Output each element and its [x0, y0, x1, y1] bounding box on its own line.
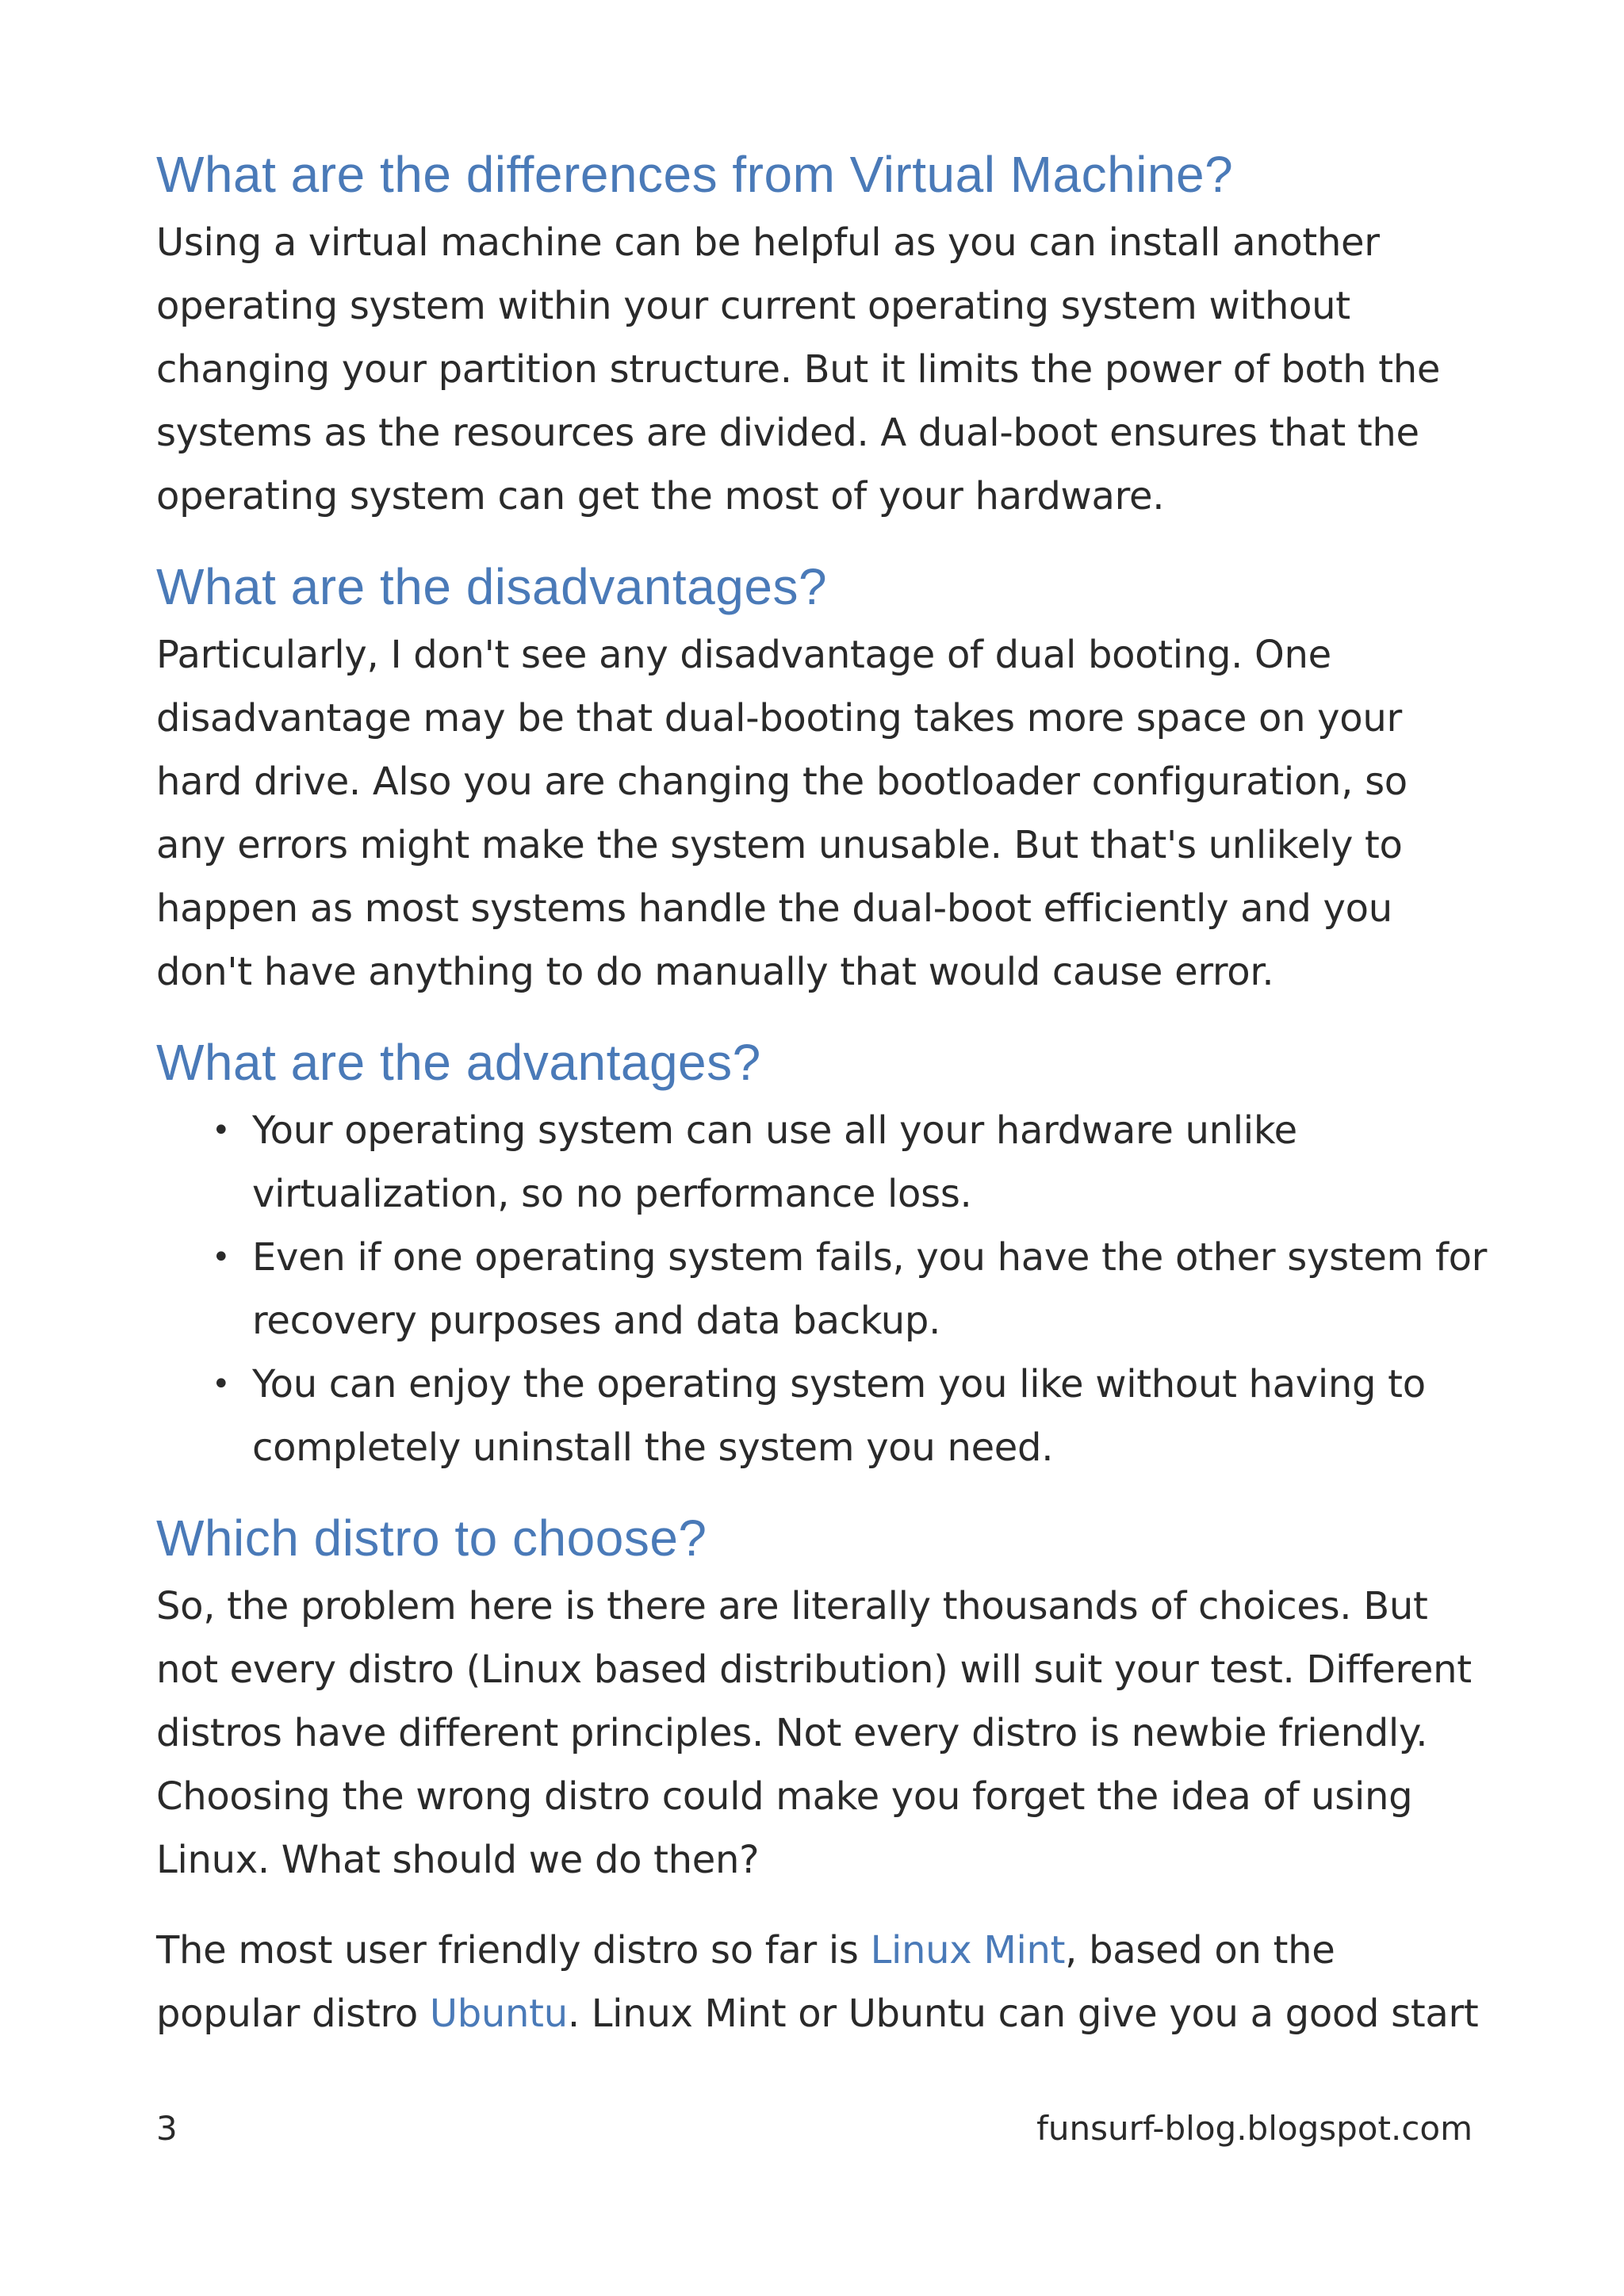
advantages-list: [156, 1099, 1488, 1479]
list-item: [156, 1353, 1488, 1479]
heading-distro: Which distro to choose?: [156, 1510, 707, 1567]
section-advantages: [156, 1031, 1488, 1479]
list-item-text: Even if one operating system fails, you have the other system for recovery purposes and data backup.: [252, 1235, 1488, 1343]
text-segment: , based on the popular distro: [156, 1928, 1335, 2036]
paragraph-disadvantages: Particularly, I don't see any disadvantage of dual booting. One disadvantage may be that dual-booting takes more space on your hard drive. Also you are changing the bootloader configuration, so any errors might make the system unusable. But that's unlikely to happen as most systems handle the dual-boot efficiently and you don't have anything to do manually that would cause error.: [156, 633, 1408, 994]
list-item-text: Your operating system can use all your hardware unlike virtualization, so no performance loss.: [252, 1108, 1297, 1216]
document-page: [156, 143, 1488, 2072]
heading-virtual-machine: What are the differences from Virtual Machine?: [156, 146, 1234, 203]
list-item: [156, 1226, 1488, 1353]
page-footer: [156, 2109, 1473, 2148]
text-segment: The most user friendly distro so far is: [156, 1928, 871, 1973]
bullet-icon: •: [212, 1112, 231, 1149]
ubuntu-link[interactable]: Ubuntu: [429, 1992, 568, 2036]
bullet-icon: •: [212, 1366, 231, 1402]
list-item-text: You can enjoy the operating system you like without having to completely uninstall the system you need.: [252, 1362, 1426, 1470]
bullet-icon: •: [212, 1239, 231, 1276]
paragraph-distro-recommendation: [156, 1919, 1488, 2045]
section-virtual-machine: [156, 143, 1488, 528]
list-item: [156, 1099, 1488, 1226]
footer-site-url: funsurf-blog.blogspot.com: [1036, 2109, 1473, 2148]
heading-disadvantages: What are the disadvantages?: [156, 558, 828, 615]
text-segment: . Linux Mint or Ubuntu can give you a good start: [567, 1992, 1479, 2036]
paragraph-distro-choices: So, the problem here is there are literally thousands of choices. But not every distro (Linux based distribution) will suit your test. Different distros have different principles. Not every distro is newbie friendly. Choosing the wrong distro could make you forget the idea of using Linux. What should we do then?: [156, 1584, 1472, 1882]
linux-mint-link[interactable]: Linux Mint: [870, 1928, 1066, 1973]
heading-advantages: What are the advantages?: [156, 1034, 761, 1091]
page-number: 3: [156, 2109, 178, 2148]
section-distro: [156, 1506, 1488, 2045]
section-disadvantages: [156, 555, 1488, 1004]
paragraph-virtual-machine: Using a virtual machine can be helpful as you can install another operating system within your current operating system without changing your partition structure. But it limits the power of both the systems as the resources are divided. A dual-boot ensures that the operating system can get the most of your hardware.: [156, 220, 1441, 519]
